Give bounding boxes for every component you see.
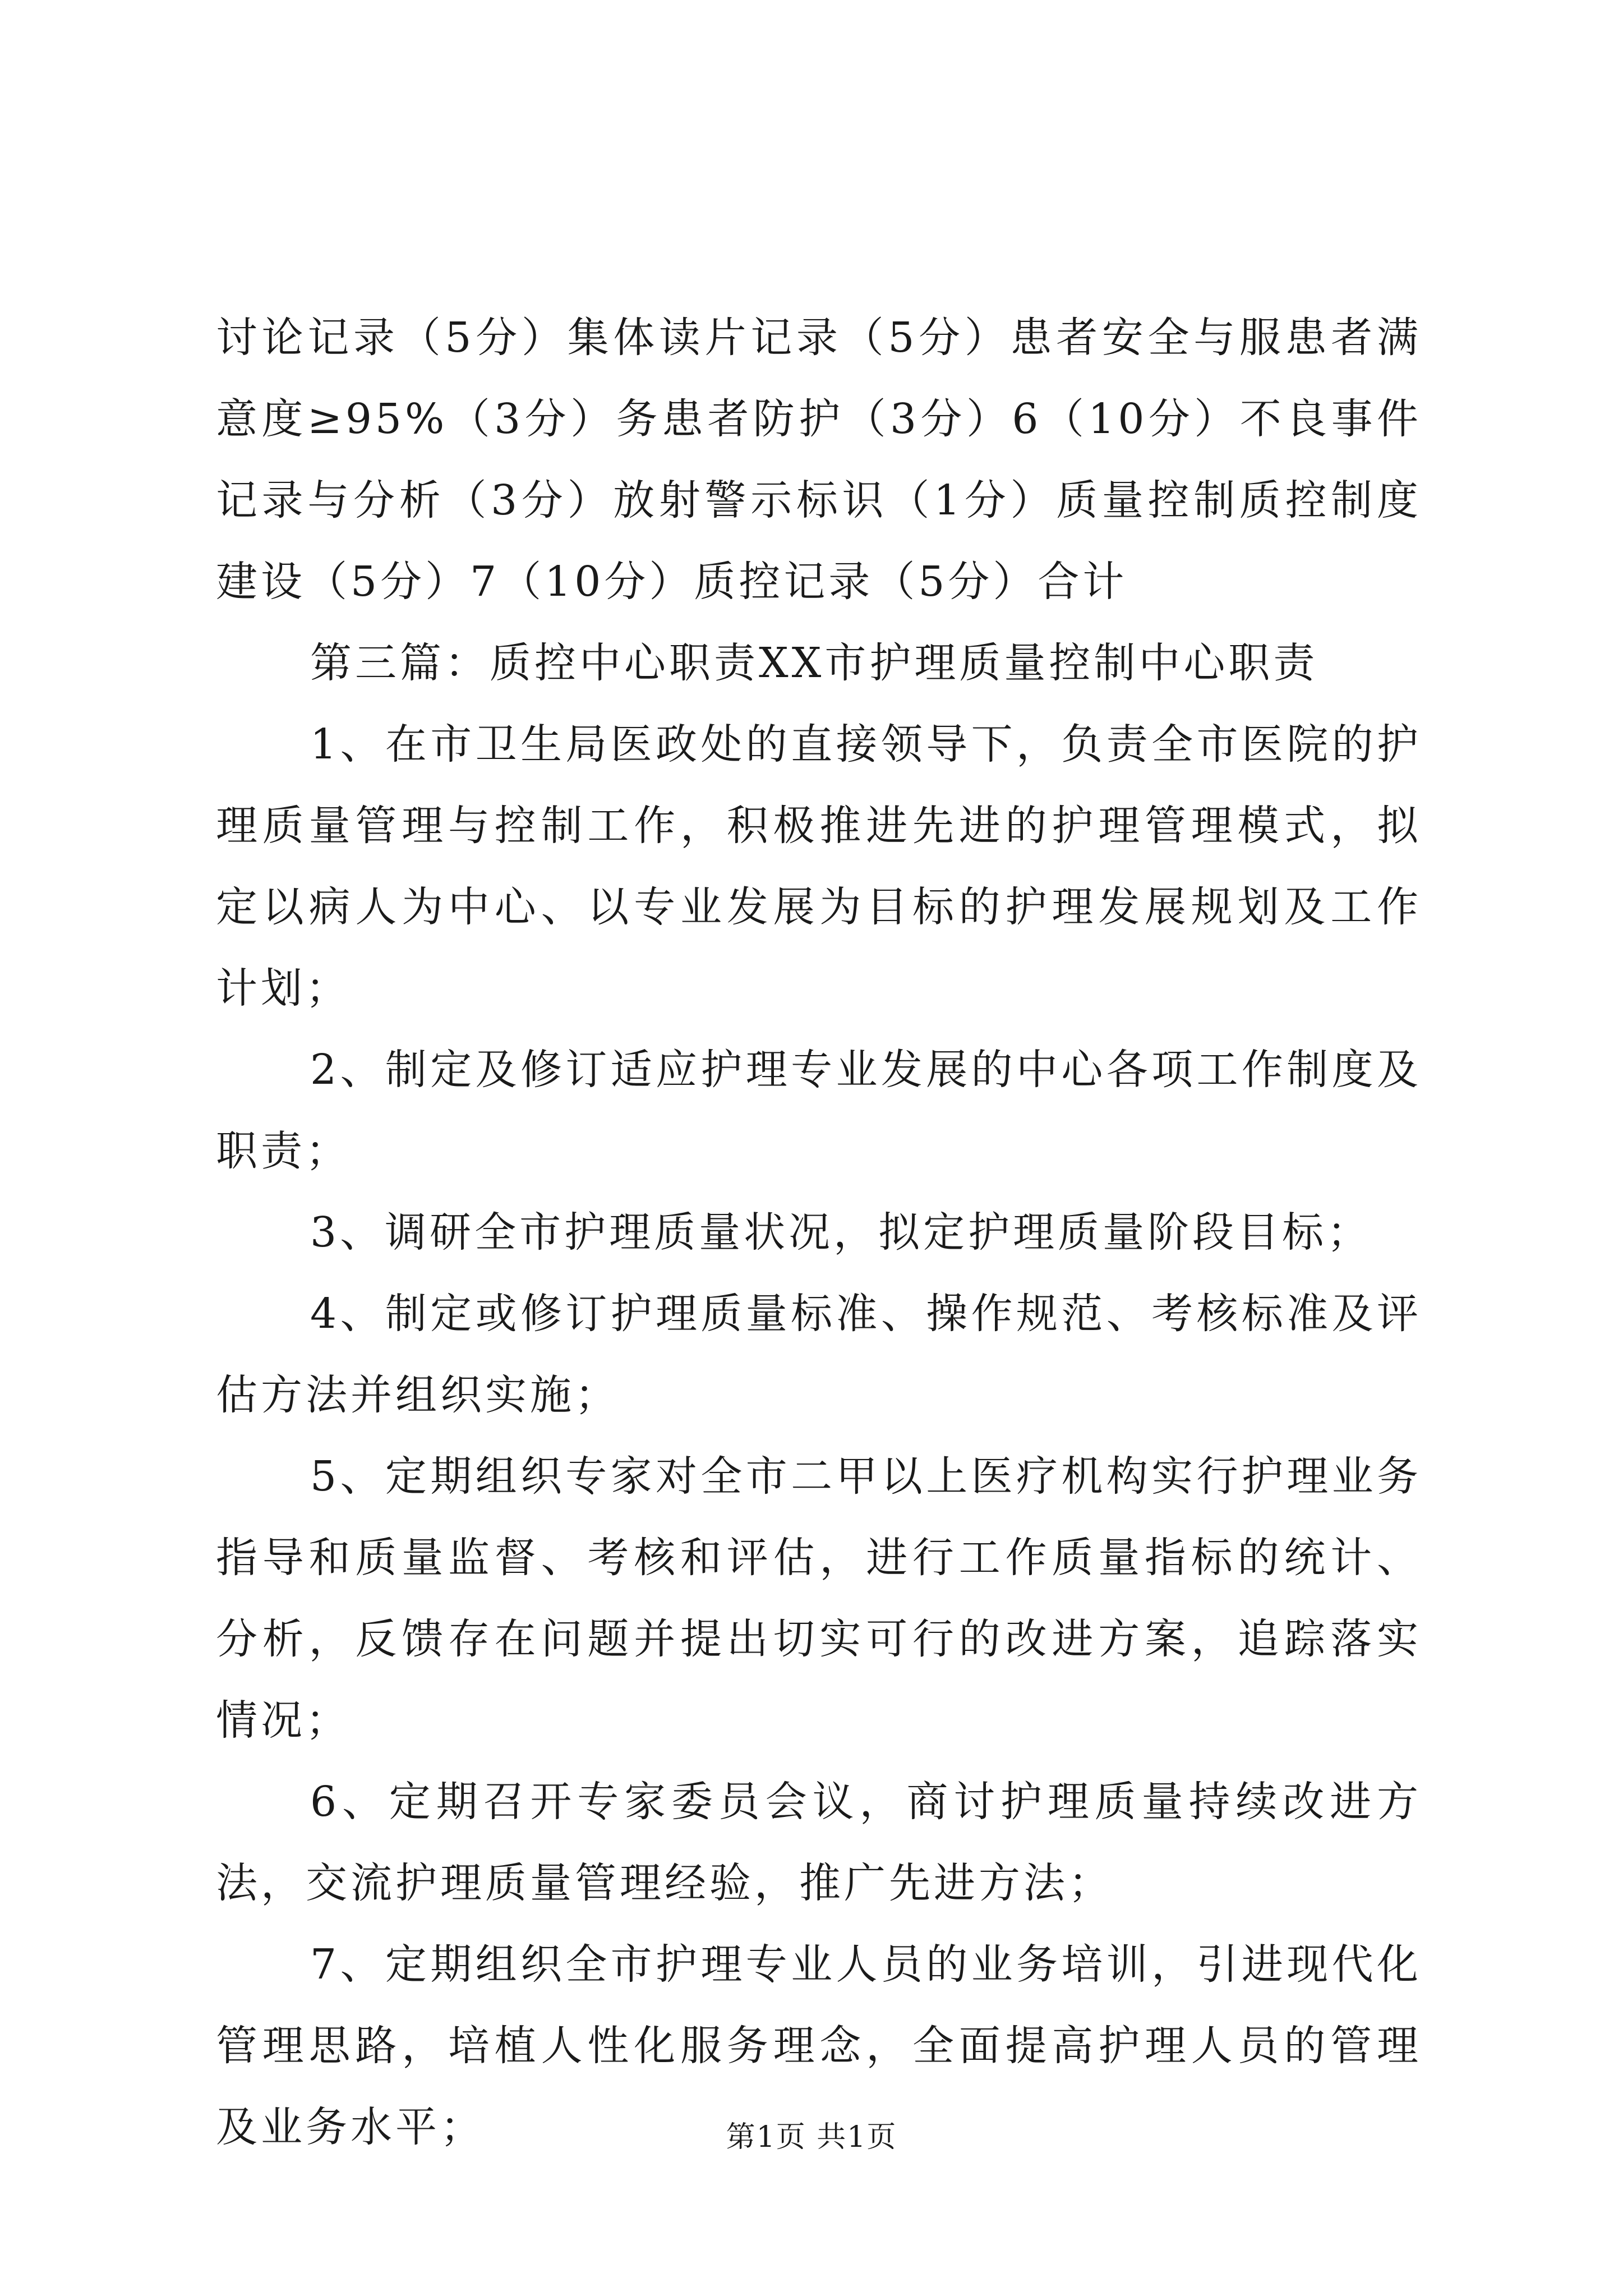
duty-item-6: 6、定期召开专家委员会议，商讨护理质量持续改进方法，交流护理质量管理经验，推广先进方法； (216, 1778, 1422, 1907)
duty-item-2: 2、制定及修订适应护理专业发展的中心各项工作制度及职责； (216, 1046, 1422, 1175)
duty-item-3: 3、调研全市护理质量状况，拟定护理质量阶段目标； (310, 1208, 1372, 1257)
page-number-footer: 第1页 共1页 (726, 2120, 897, 2154)
duty-item-1: 1、在市卫生局医政处的直接领导下，负责全市医院的护理质量管理与控制工作，积极推进先进的护理管理模式，拟定以病人为中心、以专业发展为目标的护理发展规划及工作计划； (216, 720, 1422, 1013)
duty-item-4: 4、制定或修订护理质量标准、操作规范、考核标准及评估方法并组织实施； (216, 1290, 1422, 1419)
section-heading: 第三篇：质控中心职责XX市护理质量控制中心职责 (310, 639, 1318, 687)
document-body (216, 297, 1422, 2168)
duty-item-7: 7、定期组织全市护理专业人员的业务培训，引进现代化管理思路，培植人性化服务理念，全面提高护理人员的管理及业务水平； (216, 1940, 1422, 2151)
duty-item-5: 5、定期组织专家对全市二甲以上医疗机构实行护理业务指导和质量监督、考核和评估，进行工作质量指标的统计、分析，反馈存在问题并提出切实可行的改进方案，追踪落实情况； (216, 1452, 1422, 1745)
paragraph-continuation: 讨论记录（5分）集体读片记录（5分）患者安全与服患者满意度≥95%（3分）务患者防护（3分）6（10分）不良事件记录与分析（3分）放射警示标识（1分）质量控制质控制度建设（5分）7（10分）质控记录（5分）合计 (216, 314, 1422, 606)
